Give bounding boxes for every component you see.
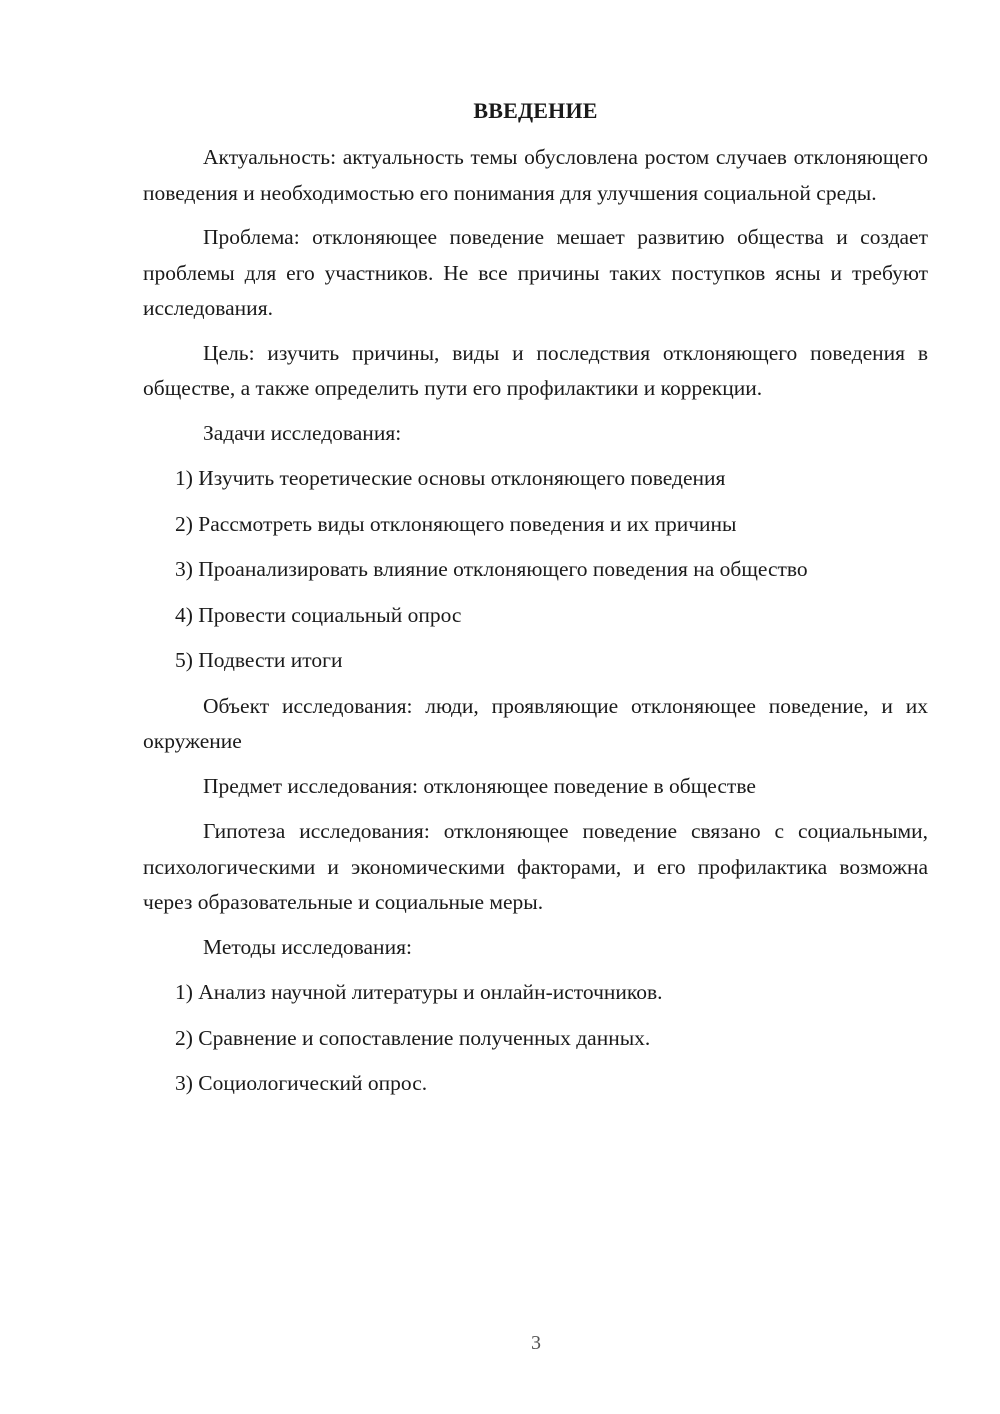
hypothesis-paragraph: Гипотеза исследования: отклоняющее поведение связано с социальными, психологическими и экономическими факторами, и его профилактика возможна через образовательные и социальные меры. — [143, 819, 928, 914]
list-item: 4) Провести социальный опрос — [175, 602, 462, 627]
problem-paragraph: Проблема: отклоняющее поведение мешает развитию общества и создает проблемы для его участников. Не все причины таких поступков ясны и требуют исследования. — [143, 225, 928, 320]
list-item: 1) Анализ научной литературы и онлайн-источников. — [175, 980, 663, 1004]
methods-list — [143, 975, 928, 1102]
page-number: 3 — [531, 1332, 541, 1354]
list-item: 3) Социологический опрос. — [175, 1071, 428, 1095]
tasks-heading: Задачи исследования: — [203, 420, 402, 445]
subject-paragraph: Предмет исследования: отклоняющее поведение в обществе — [203, 773, 756, 798]
goal-paragraph: Цель: изучить причины, виды и последствия отклоняющего поведения в обществе, а также определить пути его профилактики и коррекции. — [143, 340, 928, 400]
list-item: 1) Изучить теоретические основы отклоняющего поведения — [175, 466, 726, 490]
methods-heading: Методы исследования: — [203, 934, 412, 959]
relevance-paragraph: Актуальность: актуальность темы обусловлена ростом случаев отклоняющего поведения и необходимостью его понимания для улучшения социальной среды. — [143, 145, 928, 205]
object-paragraph: Объект исследования: люди, проявляющие отклоняющее поведение, и их окружение — [143, 693, 928, 753]
page-title: ВВЕДЕНИЕ — [473, 98, 598, 123]
list-item: 5) Подвести итоги — [175, 648, 343, 672]
list-item: 2) Сравнение и сопоставление полученных данных. — [175, 1025, 651, 1050]
document-page — [143, 94, 928, 1112]
list-item: 2) Рассмотреть виды отклоняющего поведения и их причины — [175, 511, 737, 536]
list-item: 3) Проанализировать влияние отклоняющего поведения на общество — [175, 557, 808, 581]
tasks-list — [143, 461, 928, 679]
